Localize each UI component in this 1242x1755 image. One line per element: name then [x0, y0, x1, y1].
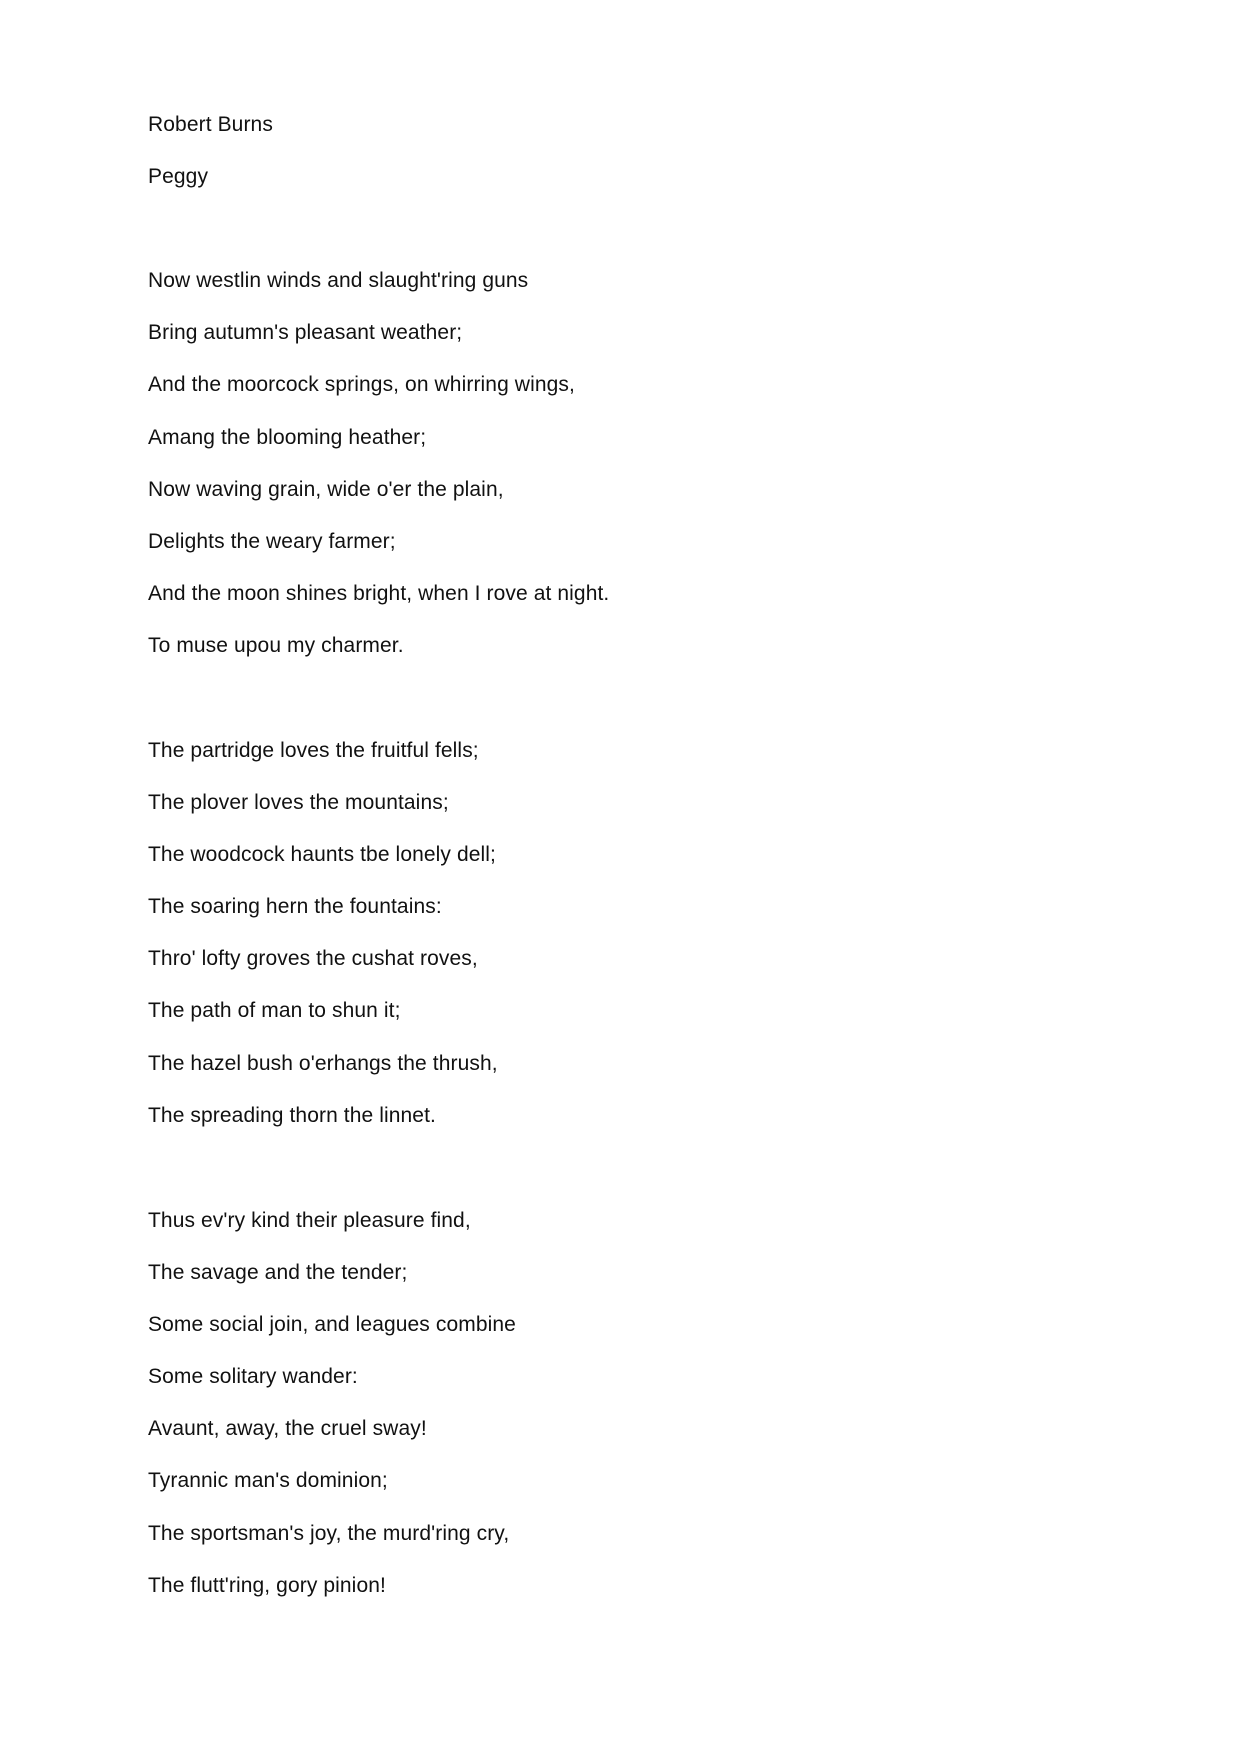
poem-line: The hazel bush o'erhangs the thrush, — [148, 1052, 498, 1075]
poem-line: The sportsman's joy, the murd'ring cry, — [148, 1522, 510, 1545]
poem-line: Some social join, and leagues combine — [148, 1313, 516, 1336]
poem-line: The partridge loves the fruitful fells; — [148, 739, 479, 762]
poem-line: The path of man to shun it; — [148, 999, 401, 1022]
poem-line: The soaring hern the fountains: — [148, 895, 442, 918]
poem-title: Peggy — [148, 165, 209, 188]
poem-line: Avaunt, away, the cruel sway! — [148, 1417, 427, 1440]
poem-line: And the moon shines bright, when I rove at night. — [148, 582, 610, 605]
poem-line: The woodcock haunts tbe lonely dell; — [148, 843, 496, 866]
poem-line: The savage and the tender; — [148, 1261, 408, 1284]
poem-line: The spreading thorn the linnet. — [148, 1104, 436, 1127]
poem-line: To muse upou my charmer. — [148, 634, 404, 657]
author-name: Robert Burns — [148, 113, 273, 136]
poem-line: Now waving grain, wide o'er the plain, — [148, 478, 504, 501]
poem-line: The plover loves the mountains; — [148, 791, 449, 814]
poem-line: Amang the blooming heather; — [148, 426, 427, 449]
poem-line: Thro' lofty groves the cushat roves, — [148, 947, 478, 970]
poem-line: Bring autumn's pleasant weather; — [148, 321, 463, 344]
poem-line: Delights the weary farmer; — [148, 530, 396, 553]
poem-line: The flutt'ring, gory pinion! — [148, 1574, 386, 1597]
poem-line: Now westlin winds and slaught'ring guns — [148, 269, 529, 292]
poem-line: Tyrannic man's dominion; — [148, 1469, 388, 1492]
poem-line: And the moorcock springs, on whirring wings, — [148, 373, 575, 396]
poem-line: Thus ev'ry kind their pleasure find, — [148, 1209, 471, 1232]
poem-line: Some solitary wander: — [148, 1365, 358, 1388]
